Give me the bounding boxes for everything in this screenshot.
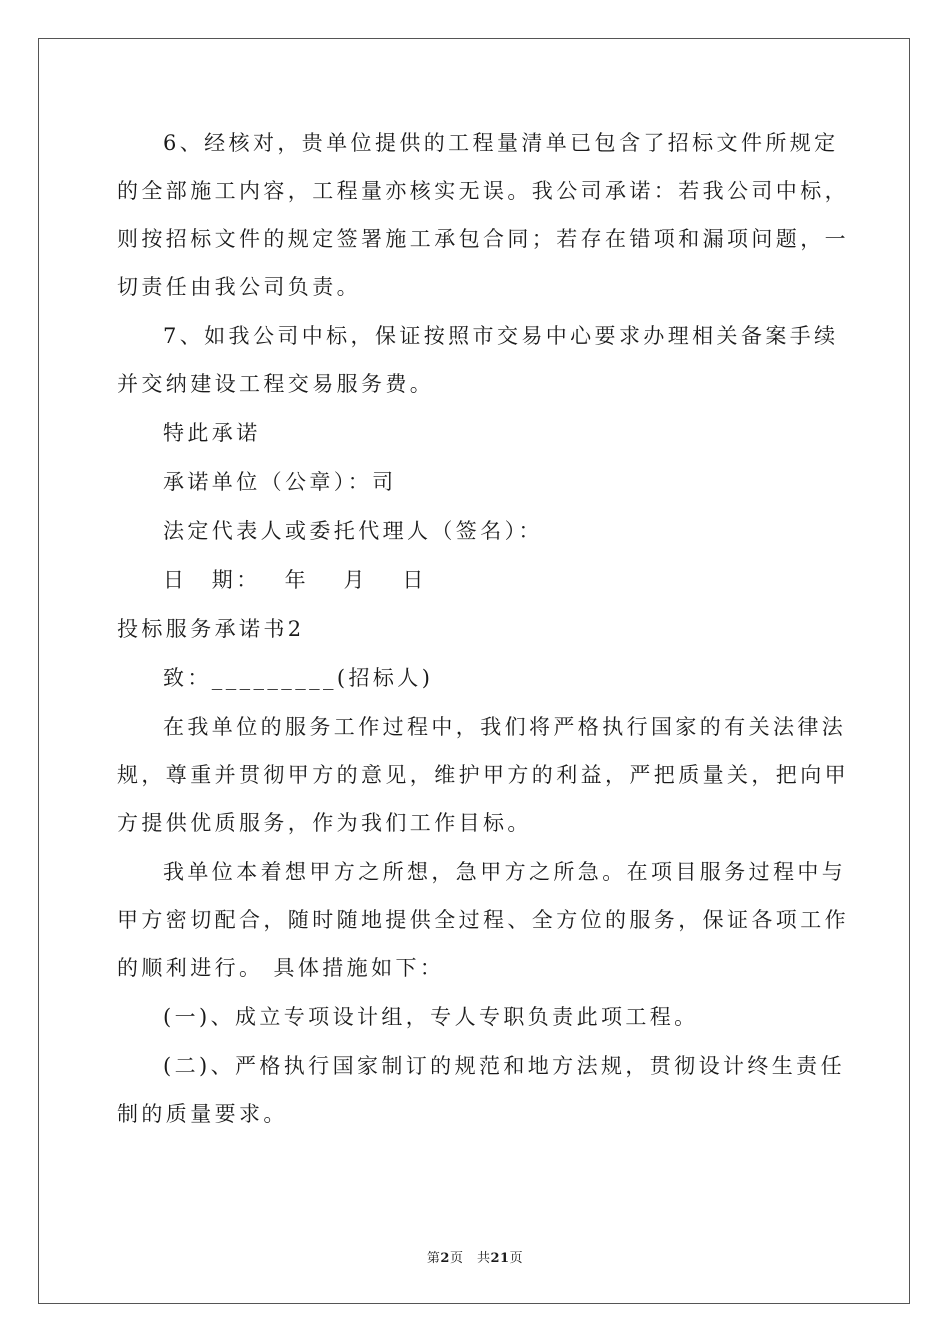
footer-total-pages: 21 (490, 1251, 510, 1266)
page-footer (0, 1247, 950, 1266)
addressee-line: 致：_________(招标人) (163, 666, 434, 690)
paragraph-line: 的全部施工内容，工程量亦核实无误。我公司承诺：若我公司中标， (117, 179, 849, 203)
paragraph-line: 规，尊重并贯彻甲方的意见，维护甲方的利益，严把质量关，把向甲 (117, 763, 849, 787)
date-line: 日 期： 年 月 日 (163, 568, 427, 592)
section-title: 投标服务承诺书2 (117, 617, 305, 641)
measure-item-continued: 制的质量要求。 (117, 1102, 288, 1126)
paragraph-line: 并交纳建设工程交易服务费。 (117, 372, 435, 396)
footer-mid: 页 共 (449, 1251, 491, 1266)
footer-page-number: 2 (440, 1251, 450, 1266)
paragraph-line: 7、如我公司中标，保证按照市交易中心要求办理相关备案手续 (163, 324, 839, 348)
footer-suffix: 页 (509, 1251, 524, 1266)
paragraph-line: 6、经核对，贵单位提供的工程量清单已包含了招标文件所规定 (163, 131, 839, 155)
paragraph-line: 切责任由我公司负责。 (117, 275, 361, 299)
paragraph-line: 的顺利进行。 具体措施如下： (117, 956, 445, 980)
paragraph-line: 则按招标文件的规定签署施工承包合同；若存在错项和漏项问题，一 (117, 227, 849, 251)
paragraph-line: 甲方密切配合，随时随地提供全过程、全方位的服务，保证各项工作 (117, 908, 849, 932)
paragraph-line: 方提供优质服务，作为我们工作目标。 (117, 811, 532, 835)
signing-unit: 承诺单位（公章）：司 (163, 470, 397, 494)
measure-item: (二)、严格执行国家制订的规范和地方法规，贯彻设计终生责任 (163, 1054, 845, 1078)
paragraph-line: 在我单位的服务工作过程中，我们将严格执行国家的有关法律法 (163, 715, 847, 739)
closing-phrase: 特此承诺 (163, 421, 261, 445)
representative-signature: 法定代表人或委托代理人（签名）： (163, 519, 543, 543)
measure-item: (一)、成立专项设计组，专人专职负责此项工程。 (163, 1005, 699, 1029)
footer-prefix: 第 (426, 1251, 441, 1266)
paragraph-line: 我单位本着想甲方之所想，急甲方之所急。在项目服务过程中与 (163, 860, 847, 884)
